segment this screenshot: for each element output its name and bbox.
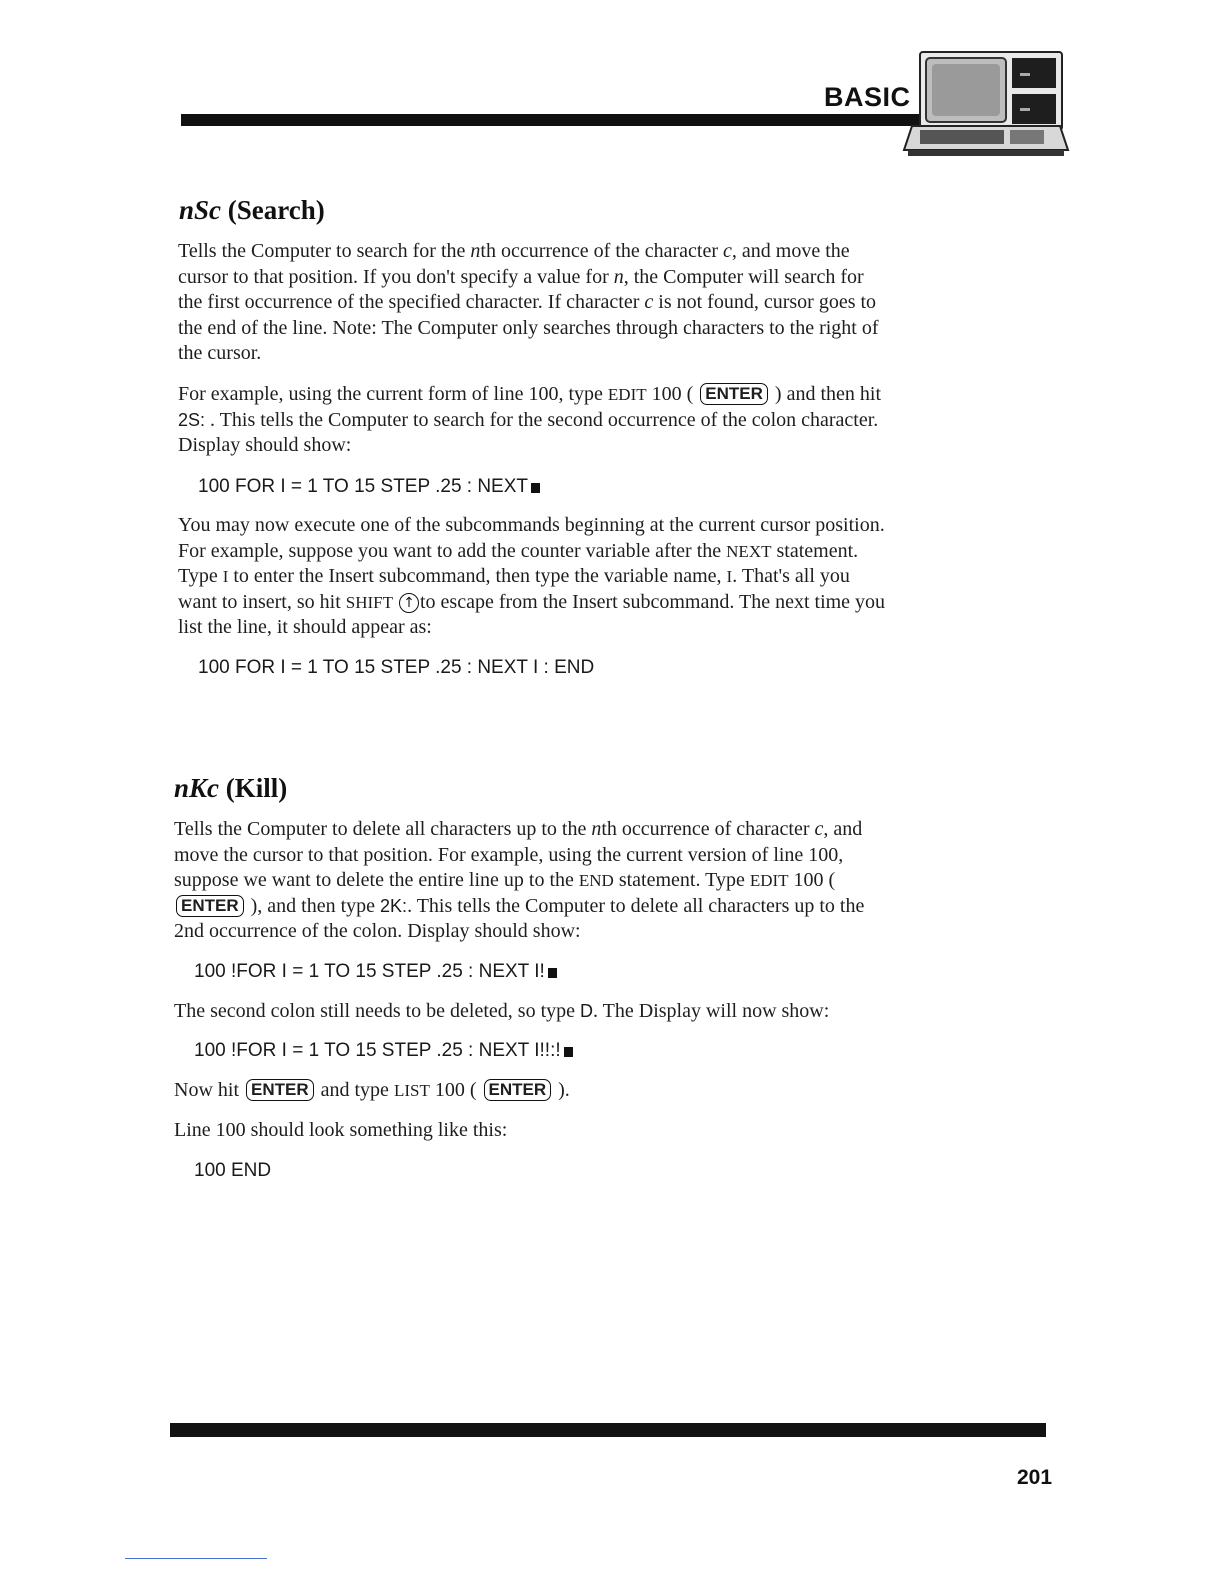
text: 100 ( bbox=[788, 869, 836, 892]
up-arrow-key-icon: ↑ bbox=[399, 593, 419, 613]
text: Tells the Computer to delete all characters up to the bbox=[174, 818, 592, 840]
code-text: 100 FOR I = 1 TO 15 STEP .25 : NEXT bbox=[198, 476, 529, 497]
insert-command: I bbox=[222, 567, 229, 587]
text: , and move the cursor to that position. If you don't specify a value for bbox=[178, 240, 850, 288]
var-n: n bbox=[613, 265, 624, 288]
enter-key: ENTER bbox=[700, 383, 768, 405]
kill-paragraph-1 bbox=[174, 817, 890, 945]
search-paragraph-3 bbox=[178, 513, 890, 641]
heading-search bbox=[179, 195, 325, 226]
page-number: 201 bbox=[1017, 1466, 1053, 1489]
kill-paragraph-4: Line 100 should look something like this: bbox=[174, 1119, 508, 1141]
edit-command: EDIT bbox=[607, 385, 647, 404]
var-n: n bbox=[591, 818, 602, 840]
heading-kill-suffix: (Kill) bbox=[219, 773, 288, 803]
text: to enter the Insert subcommand, then type the variable name, bbox=[228, 565, 727, 588]
text: . The Display will now show: bbox=[593, 1000, 830, 1022]
next-keyword: NEXT bbox=[726, 541, 772, 561]
var-c: c bbox=[814, 818, 824, 840]
text: ). bbox=[553, 1079, 570, 1101]
enter-key: ENTER bbox=[246, 1079, 314, 1101]
list-command: LIST bbox=[393, 1081, 430, 1100]
heading-search-suffix: (Search) bbox=[221, 195, 325, 225]
text: statement. Type bbox=[178, 539, 859, 588]
text: ), and then type bbox=[245, 894, 381, 917]
heading-kill-prefix: nKc bbox=[174, 773, 220, 803]
text: th occurrence of character bbox=[601, 818, 815, 840]
kill-command: 2K: bbox=[380, 895, 408, 916]
edit-command: EDIT bbox=[749, 871, 789, 891]
var-c: c bbox=[644, 291, 654, 314]
text: Tells the Computer to search for the bbox=[178, 240, 471, 262]
text: . That's all you want to insert, so hit bbox=[178, 565, 850, 613]
footer-rule bbox=[170, 1423, 1046, 1437]
search-paragraph-2 bbox=[178, 382, 890, 459]
enter-key: ENTER bbox=[176, 895, 244, 917]
text: , the Computer will search for the first occurrence of the specified character. If character bbox=[178, 265, 864, 314]
display-line-3 bbox=[194, 961, 557, 983]
search-command: 2S: bbox=[178, 409, 206, 430]
text: th occurrence of the character bbox=[480, 240, 724, 262]
chapter-title: BASIC bbox=[824, 82, 911, 112]
variable-name: I bbox=[726, 567, 733, 587]
text: to escape from the Insert subcommand. The next time you list the line, it should appear as: bbox=[178, 590, 886, 639]
enter-key: ENTER bbox=[484, 1079, 552, 1101]
code-text: 100 !FOR I = 1 TO 15 STEP .25 : NEXT I!!:! bbox=[194, 1040, 561, 1061]
display-line-5: 100 END bbox=[194, 1160, 272, 1181]
var-c: c bbox=[723, 240, 732, 262]
text: ) and then hit bbox=[769, 383, 882, 405]
display-line-4 bbox=[194, 1040, 573, 1062]
text: 100 ( bbox=[429, 1079, 482, 1101]
text: 100 ( bbox=[646, 383, 699, 405]
display-line-1 bbox=[198, 476, 540, 498]
kill-paragraph-3 bbox=[174, 1078, 890, 1104]
computer-illustration-icon bbox=[898, 46, 1070, 166]
end-keyword: END bbox=[578, 871, 614, 891]
text: . This tells the Computer to delete all characters up to the 2nd occurrence of the colon. Display should show: bbox=[174, 894, 865, 943]
heading-kill bbox=[174, 773, 287, 804]
text: statement. Type bbox=[613, 869, 750, 892]
display-line-2: 100 FOR I = 1 TO 15 STEP .25 : NEXT I : END bbox=[198, 657, 595, 678]
text: You may now execute one of the subcommands beginning at the current cursor position. For example, suppose you want to add the counter variable after the bbox=[178, 514, 885, 562]
cursor-block bbox=[548, 968, 557, 978]
text: Now hit bbox=[174, 1079, 244, 1101]
kill-paragraph-2 bbox=[174, 999, 890, 1025]
search-paragraph-1 bbox=[178, 239, 890, 367]
text: and type bbox=[315, 1079, 394, 1101]
text: is not found, cursor goes to the end of the line. Note: The Computer only searches through characters to the right of the cursor. bbox=[178, 291, 879, 365]
text: The second colon still needs to be deleted, so type bbox=[174, 1000, 581, 1022]
text: For example, using the current form of line 100, type bbox=[178, 383, 608, 405]
header-rule bbox=[181, 114, 919, 126]
code-text: 100 !FOR I = 1 TO 15 STEP .25 : NEXT I! bbox=[194, 961, 545, 982]
cursor-block bbox=[564, 1047, 573, 1057]
cursor-block bbox=[531, 483, 540, 493]
var-n: n bbox=[470, 240, 481, 262]
delete-command: D bbox=[580, 1001, 594, 1021]
text: . This tells the Computer to search for the second occurrence of the colon character. Display should show: bbox=[178, 408, 879, 457]
text: , and move the cursor to that position. For example, using the current version of line 100, suppose we want to delete the entire line up to the bbox=[174, 818, 863, 892]
footer-divider bbox=[125, 1558, 267, 1559]
shift-key: SHIFT bbox=[345, 592, 393, 612]
heading-search-prefix: nSc bbox=[179, 195, 222, 225]
